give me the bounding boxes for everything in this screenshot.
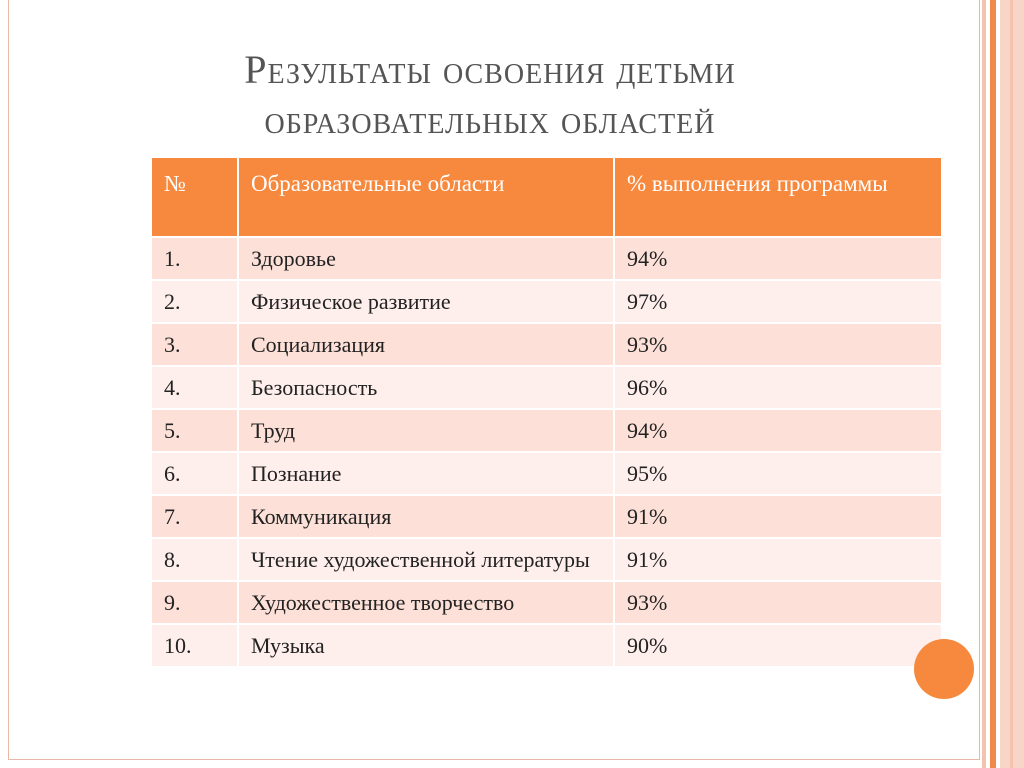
cell-area: Труд [238,409,614,452]
results-table [152,158,943,668]
table-row [152,323,942,366]
cell-number: 6. [152,452,238,495]
cell-percent: 94% [614,409,942,452]
cell-percent: 97% [614,280,942,323]
table-row [152,538,942,581]
header-number: № [152,158,238,237]
table-row [152,409,942,452]
header-percent: % выполнения программы [614,158,942,237]
cell-number: 2. [152,280,238,323]
cell-area: Художественное творчество [238,581,614,624]
title-line-1: Результаты освоения детьми [244,47,736,92]
decor-stripe [990,0,996,768]
cell-area: Безопасность [238,366,614,409]
cell-number: 1. [152,237,238,280]
cell-percent: 94% [614,237,942,280]
cell-number: 9. [152,581,238,624]
header-area: Образовательные области [238,158,614,237]
cell-number: 7. [152,495,238,538]
cell-number: 3. [152,323,238,366]
decor-circle [914,639,974,699]
table-row [152,452,942,495]
page-title [110,45,870,145]
cell-number: 5. [152,409,238,452]
cell-number: 8. [152,538,238,581]
cell-area: Здоровье [238,237,614,280]
cell-percent: 93% [614,581,942,624]
cell-percent: 90% [614,624,942,667]
cell-number: 4. [152,366,238,409]
cell-number: 10. [152,624,238,667]
cell-area: Чтение художественной литературы [238,538,614,581]
cell-percent: 91% [614,495,942,538]
table-row [152,280,942,323]
cell-percent: 96% [614,366,942,409]
cell-percent: 93% [614,323,942,366]
table-row [152,495,942,538]
cell-area: Социализация [238,323,614,366]
table-row [152,624,942,667]
cell-area: Познание [238,452,614,495]
cell-percent: 95% [614,452,942,495]
cell-area: Коммуникация [238,495,614,538]
cell-area: Физическое развитие [238,280,614,323]
table-row [152,366,942,409]
table-header-row [152,158,942,237]
title-line-2: образовательных областей [264,97,716,142]
cell-area: Музыка [238,624,614,667]
decor-stripe [1010,0,1013,768]
table-row [152,581,942,624]
cell-percent: 91% [614,538,942,581]
decor-stripe [982,0,986,768]
table-row [152,237,942,280]
